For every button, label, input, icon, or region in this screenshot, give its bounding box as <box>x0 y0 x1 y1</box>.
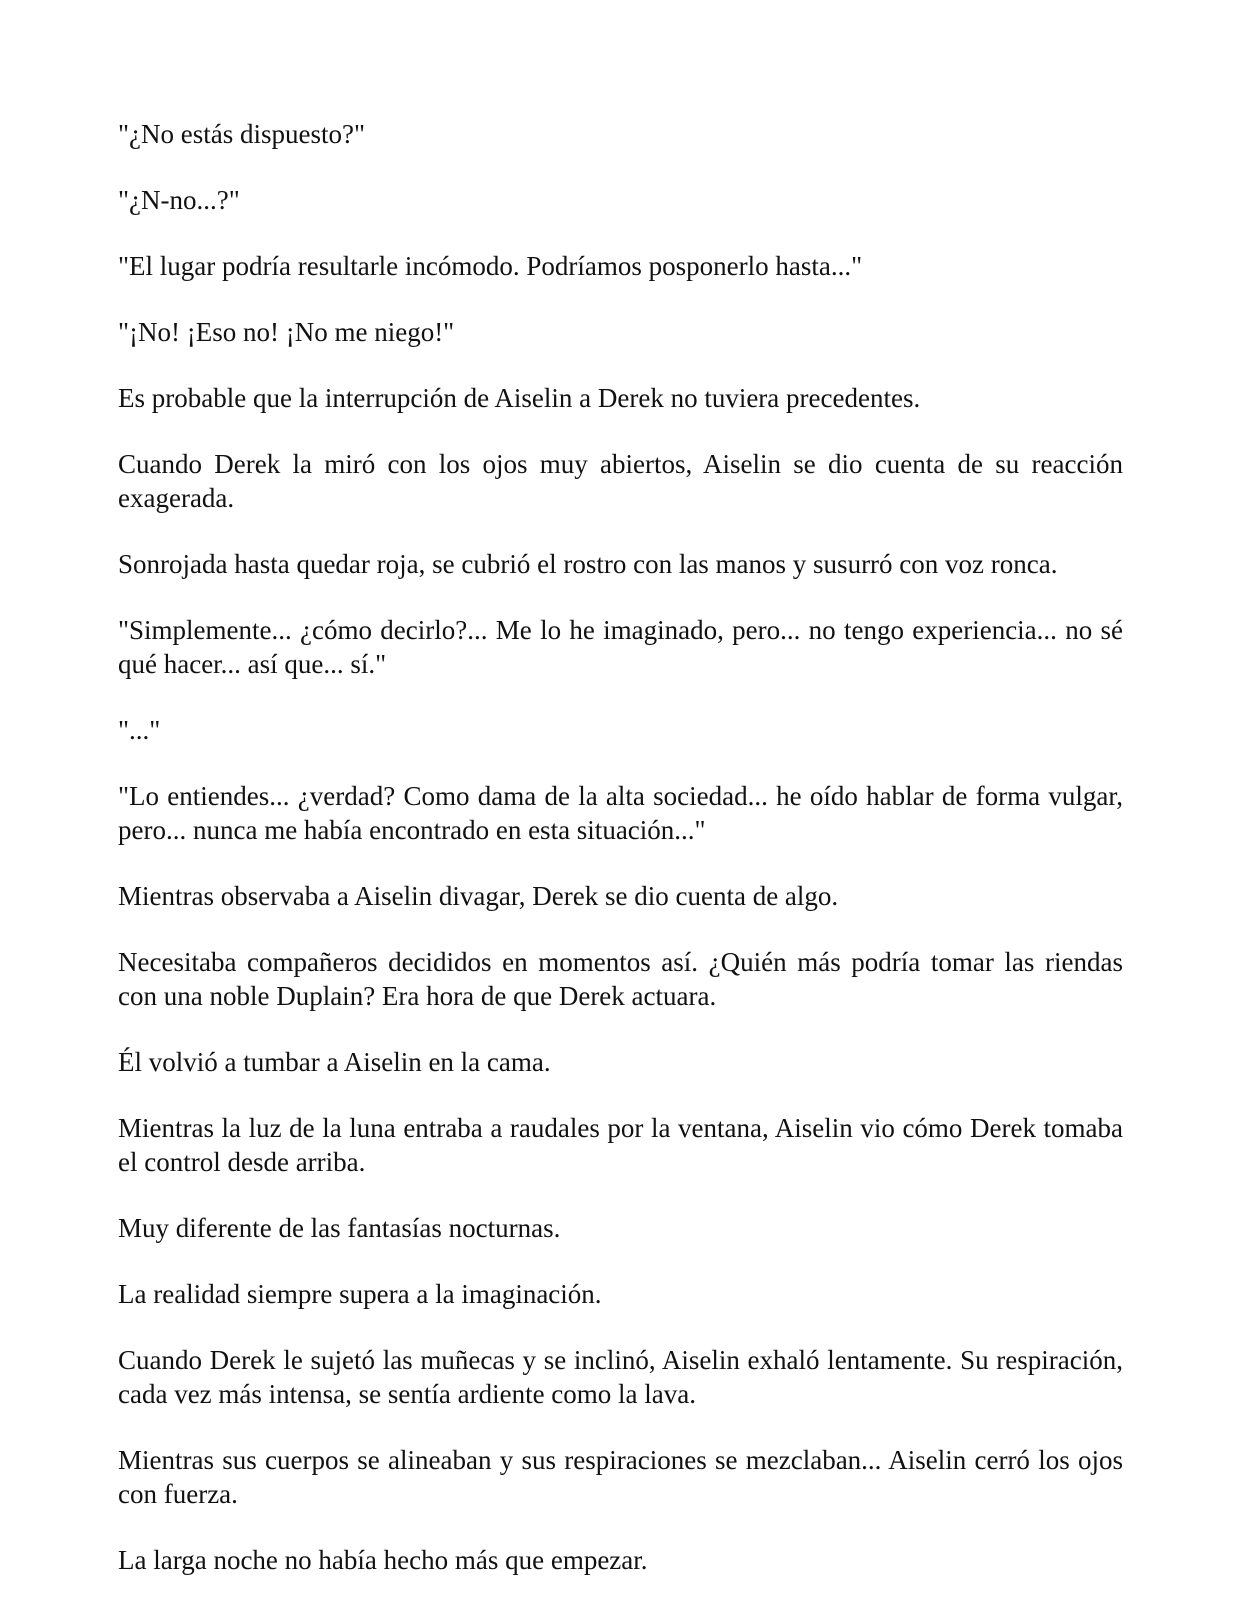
paragraph: La larga noche no había hecho más que empezar. <box>118 1545 648 1575</box>
paragraph: La realidad siempre supera a la imaginación. <box>118 1279 602 1309</box>
paragraph: "El lugar podría resultarle incómodo. Podríamos posponerlo hasta..." <box>118 251 863 281</box>
paragraph: Mientras sus cuerpos se alineaban y sus respiraciones se mezclaban... Aiselin cerró los ojos con fuerza. <box>118 1445 1123 1509</box>
paragraph: Muy diferente de las fantasías nocturnas. <box>118 1213 561 1243</box>
paragraph: Necesitaba compañeros decididos en momentos así. ¿Quién más podría tomar las riendas con una noble Duplain? Era hora de que Derek actuara. <box>118 947 1123 1011</box>
paragraph: Mientras observaba a Aiselin divagar, Derek se dio cuenta de algo. <box>118 881 839 911</box>
paragraph: "Simplemente... ¿cómo decirlo?... Me lo he imaginado, pero... no tengo experiencia... no sé qué hacer... así que... sí." <box>118 615 1123 679</box>
paragraph: Sonrojada hasta quedar roja, se cubrió el rostro con las manos y susurró con voz ronca. <box>118 549 1058 579</box>
paragraph: Cuando Derek le sujetó las muñecas y se inclinó, Aiselin exhaló lentamente. Su respiración, cada vez más intensa, se sentía ardiente como la lava. <box>118 1345 1123 1409</box>
paragraph: "Lo entiendes... ¿verdad? Como dama de la alta sociedad... he oído hablar de forma vulgar, pero... nunca me había encontrado en esta situación..." <box>118 781 1123 845</box>
body-text <box>118 117 1123 1577</box>
paragraph: "¡No! ¡Eso no! ¡No me niego!" <box>118 317 455 347</box>
paragraph: Él volvió a tumbar a Aiselin en la cama. <box>118 1047 551 1077</box>
paragraph: "¿N-no...?" <box>118 185 240 215</box>
paragraph: Mientras la luz de la luna entraba a raudales por la ventana, Aiselin vio cómo Derek tomaba el control desde arriba. <box>118 1113 1123 1177</box>
paragraph: "..." <box>118 715 161 745</box>
paragraph: Es probable que la interrupción de Aiselin a Derek no tuviera precedentes. <box>118 383 921 413</box>
paragraph: Cuando Derek la miró con los ojos muy abiertos, Aiselin se dio cuenta de su reacción exagerada. <box>118 449 1123 513</box>
paragraph: "¿No estás dispuesto?" <box>118 119 365 149</box>
